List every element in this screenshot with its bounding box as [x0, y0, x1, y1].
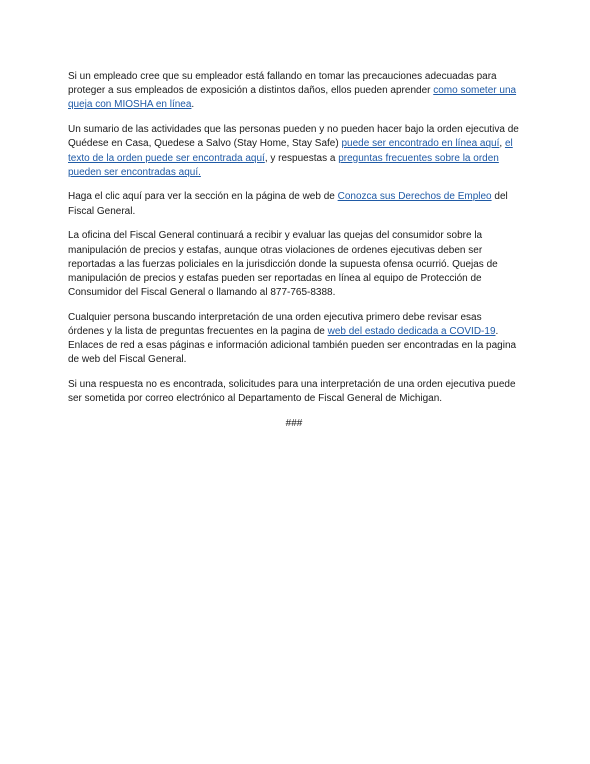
order-summary-link[interactable]: puede ser encontrado en línea aquí: [341, 138, 500, 150]
end-mark: ###: [285, 418, 303, 430]
paragraph-text: Un sumario de las actividades que las personas pueden y no pueden hacer bajo la orden ejecutiva de Quédese en Casa, Quedese a Salvo (Stay Home, Stay Safe): [68, 124, 519, 150]
paragraph-text: Haga el clic aquí para ver la sección en la página de web de: [68, 191, 338, 203]
paragraph-price-gouging: [68, 229, 520, 300]
order-faq-link[interactable]: preguntas frecuentes sobre la orden pueden ser encontradas aquí.: [68, 152, 499, 178]
paragraph-text: ,: [499, 138, 505, 150]
paragraph-text: , y respuestas a: [264, 152, 339, 164]
paragraph-stay-home-order: [68, 123, 520, 180]
paragraph-interpretation: [68, 311, 520, 368]
paragraph-text: Si una respuesta no es encontrada, solicitudes para una interpretación de una orden ejecutiva puede ser sometida por correo electrónico al Departamento de Fiscal General de Michigan.: [68, 379, 516, 405]
paragraph-text: .: [191, 99, 195, 111]
paragraph-text: . Enlaces de red a esas páginas e información adicional también pueden ser encontradas en la pagina de web del Fiscal General.: [68, 326, 517, 366]
paragraph-text: Cualquier persona buscando interpretación de una orden ejecutiva primero debe revisar esas órdenes y la lista de preguntas frecuentes en la pagina de: [68, 311, 482, 338]
paragraph-email-request: [68, 378, 520, 406]
covid19-site-link[interactable]: web del estado dedicada a COVID-19: [327, 326, 496, 338]
miosha-complaint-link[interactable]: como someter una queja con MIOSHA en línea: [68, 85, 517, 111]
paragraph-text: La oficina del Fiscal General continuará a recibir y evaluar las quejas del consumidor sobre la manipulación de precios y estafas, aunque otras violaciones de ordenes ejecutivas deben ser reportadas a las fuerzas policiales en la jurisdicción donde la supuesta ofensa ocurrió. Quejas de manipulación de precios y estafas pueden ser reportadas en línea al equipo de Protección de Consumidor del Fiscal General o llamando al 877-765-8388.: [68, 230, 498, 299]
paragraph-employment-rights: [68, 190, 520, 218]
employment-rights-link[interactable]: Conozca sus Derechos de Empleo: [337, 191, 492, 203]
document-body: [68, 70, 520, 431]
paragraph-text: Si un empleado cree que su empleador está fallando en tomar las precauciones adecuadas para proteger a sus empleados de exposición a distintos daños, ellos pueden aprender: [68, 71, 497, 97]
paragraph-miosha: [68, 70, 520, 113]
order-text-link[interactable]: el texto de la orden puede ser encontrada aquí: [68, 138, 513, 164]
paragraph-text: del Fiscal General.: [68, 191, 508, 217]
